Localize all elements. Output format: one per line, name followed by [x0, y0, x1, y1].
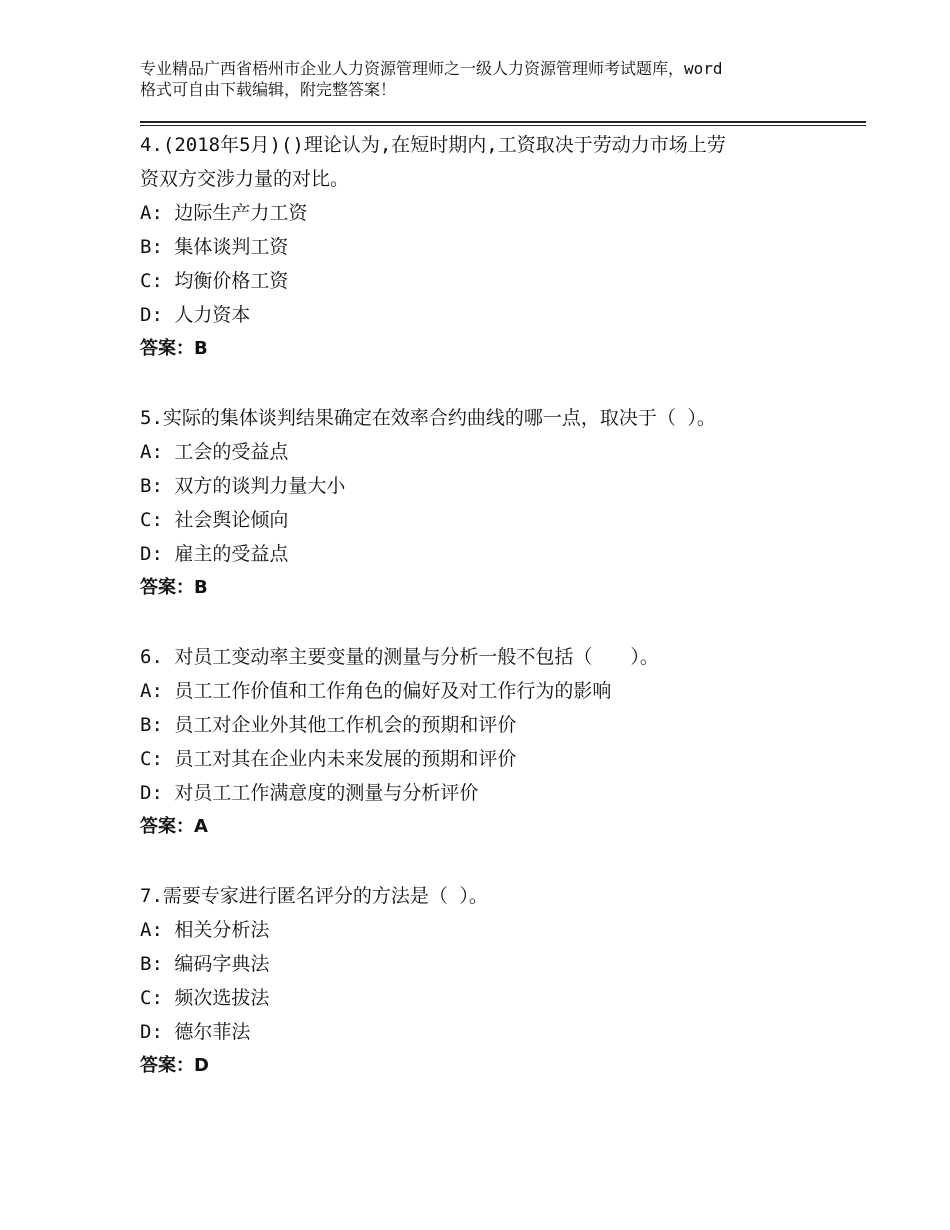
question-list	[140, 128, 860, 1118]
option-d: D: 对员工工作满意度的测量与分析评价	[140, 782, 479, 804]
answer-label: 答案：B	[140, 338, 208, 359]
question-4	[140, 128, 860, 366]
option-b: B: 集体谈判工资	[140, 236, 289, 258]
question-title: 4.(2018年5月)()理论认为,在短时期内,工资取决于劳动力市场上劳	[140, 134, 726, 156]
option-b: B: 员工对企业外其他工作机会的预期和评价	[140, 714, 517, 736]
question-title: 7.需要专家进行匿名评分的方法是（ ）。	[140, 885, 488, 907]
option-d: D: 人力资本	[140, 304, 251, 326]
option-c: C: 社会舆论倾向	[140, 509, 289, 531]
option-c: C: 员工对其在企业内未来发展的预期和评价	[140, 748, 517, 770]
question-title: 6. 对员工变动率主要变量的测量与分析一般不包括（ ）。	[140, 646, 659, 668]
question-title: 5.实际的集体谈判结果确定在效率合约曲线的哪一点，取决于（ ）。	[140, 407, 716, 429]
option-b: B: 编码字典法	[140, 953, 270, 975]
option-a: A: 边际生产力工资	[140, 202, 308, 224]
answer-label: 答案：D	[140, 1055, 209, 1076]
option-b: B: 双方的谈判力量大小	[140, 475, 346, 497]
header-line-2: 格式可自由下载编辑，附完整答案！	[140, 80, 397, 99]
option-a: A: 工会的受益点	[140, 441, 289, 463]
question-6	[140, 640, 860, 844]
option-d: D: 雇主的受益点	[140, 543, 289, 565]
document-header	[140, 58, 860, 100]
header-line-1: 专业精品广西省梧州市企业人力资源管理师之一级人力资源管理师考试题库，word	[140, 59, 723, 78]
question-7	[140, 879, 860, 1083]
question-5	[140, 401, 860, 605]
answer-label: 答案：B	[140, 577, 208, 598]
option-c: C: 均衡价格工资	[140, 270, 289, 292]
option-a: A: 员工工作价值和工作角色的偏好及对工作行为的影响	[140, 680, 612, 702]
question-title: 资双方交涉力量的对比。	[140, 168, 350, 190]
header-rule-thin	[140, 125, 866, 126]
header-rule-thick	[140, 121, 866, 123]
option-a: A: 相关分析法	[140, 919, 270, 941]
answer-label: 答案：A	[140, 816, 208, 837]
option-c: C: 频次选拔法	[140, 987, 270, 1009]
option-d: D: 德尔菲法	[140, 1021, 251, 1043]
